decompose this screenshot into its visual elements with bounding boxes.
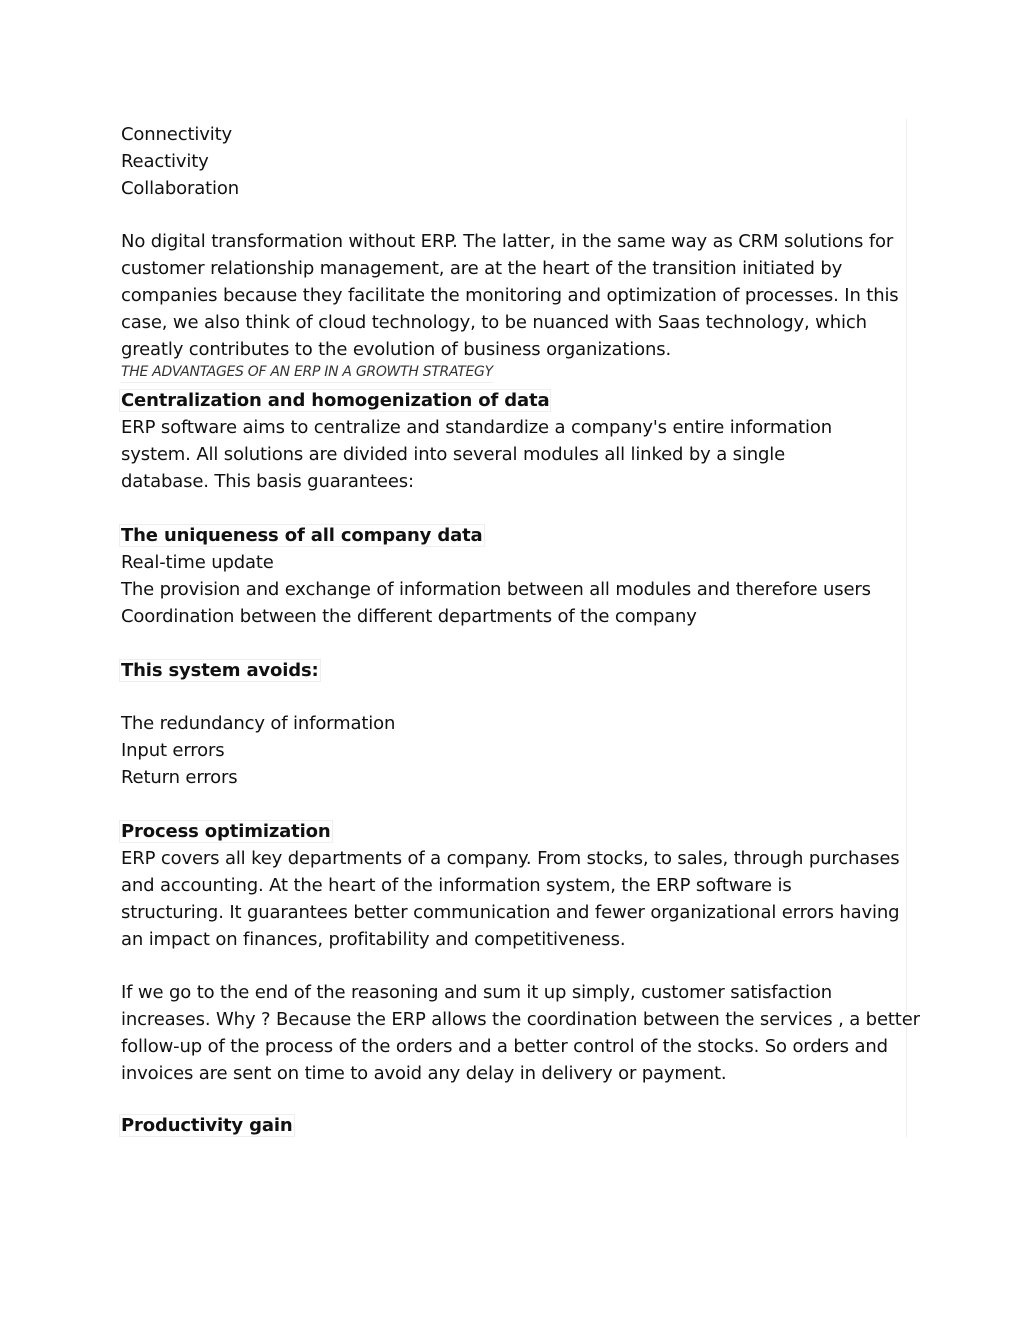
heading-process-optimization-text: Process optimization — [121, 821, 331, 842]
centralization-paragraph-line: ERP software aims to centralize and standardize a company's entire information — [121, 417, 833, 438]
list-item: The redundancy of information — [121, 713, 396, 734]
intro-paragraph-line: greatly contributes to the evolution of business organizations. — [121, 339, 672, 360]
heading-centralization-text: Centralization and homogenization of data — [121, 390, 550, 411]
heading-uniqueness-text: The uniqueness of all company data — [121, 525, 483, 546]
list-item: Real-time update — [121, 552, 274, 573]
intro-paragraph-line: customer relationship management, are at the heart of the transition initiated by — [121, 258, 843, 279]
heading-process-optimization — [121, 818, 333, 845]
process-paragraph-line: and accounting. At the heart of the information system, the ERP software is — [121, 875, 792, 896]
centralization-paragraph-line: system. All solutions are divided into several modules all linked by a single — [121, 444, 786, 465]
list-item: The provision and exchange of information between all modules and therefore users — [121, 579, 871, 600]
heading-productivity-gain-text: Productivity gain — [121, 1115, 293, 1136]
heading-centralization — [121, 387, 551, 414]
satisfaction-paragraph-line: increases. Why ? Because the ERP allows the coordination between the services , a better — [121, 1009, 920, 1030]
list-item: Return errors — [121, 767, 238, 788]
intro-paragraph-line: No digital transformation without ERP. The latter, in the same way as CRM solutions for — [121, 231, 894, 252]
list-item: Coordination between the different departments of the company — [121, 606, 697, 627]
process-paragraph-line: structuring. It guarantees better communication and fewer organizational errors having — [121, 902, 900, 923]
heading-productivity-gain — [121, 1112, 295, 1139]
intro-paragraph-line: companies because they facilitate the monitoring and optimization of processes. In this — [121, 285, 899, 306]
heading-uniqueness — [121, 522, 485, 549]
list-item-collaboration: Collaboration — [121, 178, 240, 199]
list-item: Input errors — [121, 740, 225, 761]
intro-paragraph-line: case, we also think of cloud technology, to be nuanced with Saas technology, which — [121, 312, 867, 333]
list-item-reactivity: Reactivity — [121, 151, 209, 172]
satisfaction-paragraph-line: If we go to the end of the reasoning and sum it up simply, customer satisfaction — [121, 982, 832, 1003]
section-caption: THE ADVANTAGES OF AN ERP IN A GROWTH STRATEGY — [121, 362, 493, 383]
process-paragraph-line: an impact on finances, profitability and competitiveness. — [121, 929, 626, 950]
centralization-paragraph-line: database. This basis guarantees: — [121, 471, 414, 492]
satisfaction-paragraph-line: invoices are sent on time to avoid any delay in delivery or payment. — [121, 1063, 727, 1084]
process-paragraph-line: ERP covers all key departments of a company. From stocks, to sales, through purchases — [121, 848, 900, 869]
satisfaction-paragraph-line: follow-up of the process of the orders and a better control of the stocks. So orders and — [121, 1036, 888, 1057]
heading-system-avoids-text: This system avoids: — [121, 660, 319, 681]
heading-system-avoids — [121, 657, 321, 684]
list-item-connectivity: Connectivity — [121, 124, 232, 145]
